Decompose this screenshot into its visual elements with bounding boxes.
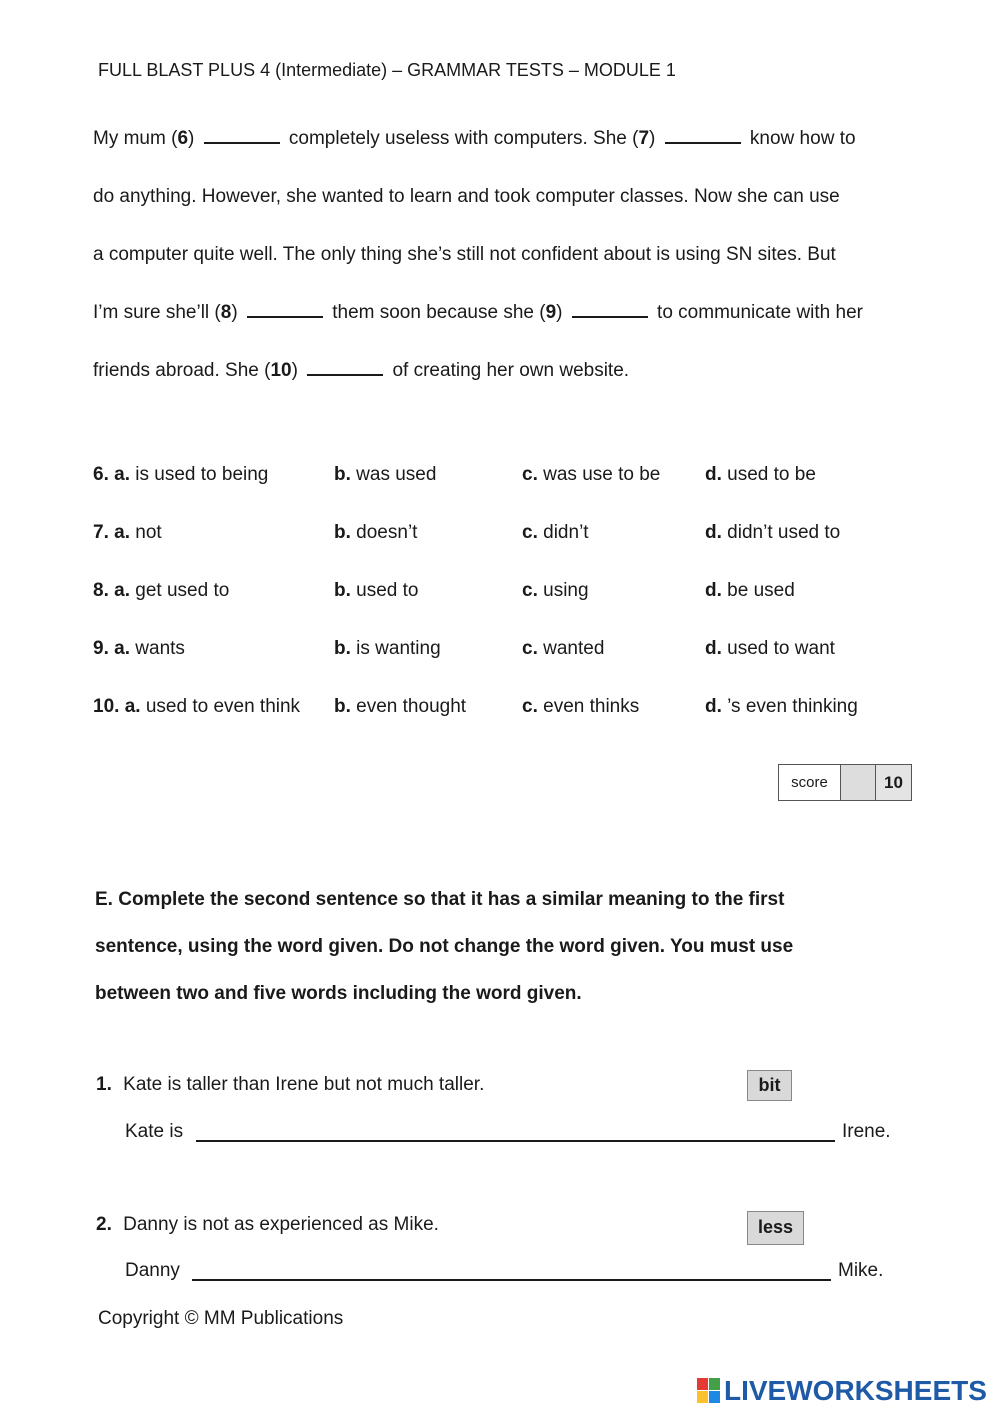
option-row-number: 10.	[93, 696, 120, 717]
section-e-instruction-1: E. Complete the second sentence so that it has a similar meaning to the first	[95, 889, 785, 910]
option-letter: a.	[114, 638, 130, 659]
option-text: using	[543, 580, 589, 601]
option-letter: d.	[705, 696, 722, 717]
option-10-d[interactable]	[705, 696, 858, 718]
option-row-number: 8.	[93, 580, 109, 601]
section-e-instruction-2: sentence, using the word given. Do not change the word given. You must use	[95, 936, 794, 957]
option-10-a[interactable]	[93, 696, 300, 718]
option-text: doesn’t	[356, 522, 418, 543]
section-e-instruction-3: between two and five words including the word given.	[95, 983, 582, 1004]
passage-line-4: I’m sure she’ll (8) them soon because she (9) to communicate with her	[93, 302, 863, 323]
option-letter: b.	[334, 464, 351, 485]
option-text: was used	[356, 464, 437, 485]
page-header: FULL BLAST PLUS 4 (Intermediate) – GRAMMAR TESTS – MODULE 1	[98, 60, 676, 80]
option-text: wants	[135, 638, 185, 659]
option-text: is wanting	[356, 638, 441, 659]
option-8-a[interactable]	[93, 580, 229, 602]
gap-number-8: 8	[220, 302, 232, 323]
option-10-b[interactable]	[334, 696, 466, 718]
option-letter: a.	[114, 580, 130, 601]
question-number: 2.	[96, 1214, 112, 1235]
gap-10-blank[interactable]	[307, 360, 383, 376]
question-sentence: Kate is taller than Irene but not much taller.	[123, 1074, 485, 1095]
option-letter: a.	[124, 696, 141, 717]
score-label: score	[779, 765, 841, 800]
option-6-c[interactable]	[522, 464, 660, 486]
option-9-b[interactable]	[334, 638, 441, 660]
answer-start: Kate is	[125, 1121, 184, 1142]
question-1	[96, 1074, 484, 1096]
option-8-c[interactable]	[522, 580, 589, 602]
option-text: even thought	[356, 696, 467, 717]
option-text: was use to be	[543, 464, 661, 485]
option-row-number: 7.	[93, 522, 109, 543]
option-text: didn’t	[543, 522, 589, 543]
option-letter: c.	[522, 638, 538, 659]
gap-number-10: 10	[270, 360, 292, 381]
answer-end: Mike.	[838, 1260, 884, 1281]
gap-7-blank[interactable]	[665, 128, 741, 144]
gap-number-7: 7	[638, 128, 650, 149]
option-letter: a.	[114, 522, 130, 543]
score-total: 10	[876, 765, 911, 800]
option-8-b[interactable]	[334, 580, 419, 602]
option-text: get used to	[135, 580, 230, 601]
option-letter: a.	[114, 464, 130, 485]
option-9-c[interactable]	[522, 638, 604, 660]
option-7-c[interactable]	[522, 522, 589, 544]
answer-line-2[interactable]	[192, 1279, 831, 1281]
option-text: not	[135, 522, 162, 543]
gap-number-9: 9	[545, 302, 557, 323]
option-row-number: 9.	[93, 638, 109, 659]
passage-line-2: do anything. However, she wanted to learn and took computer classes. Now she can use	[93, 186, 840, 207]
answer-end: Irene.	[842, 1121, 891, 1142]
copyright: Copyright © MM Publications	[98, 1308, 344, 1329]
option-letter: b.	[334, 580, 351, 601]
option-text: used to even think	[145, 696, 301, 717]
option-7-d[interactable]	[705, 522, 840, 544]
liveworksheets-logo	[697, 1375, 987, 1407]
option-row-number: 6.	[93, 464, 109, 485]
option-letter: c.	[522, 522, 538, 543]
option-9-a[interactable]	[93, 638, 185, 660]
option-letter: d.	[705, 638, 722, 659]
option-text: even thinks	[543, 696, 640, 717]
option-8-d[interactable]	[705, 580, 795, 602]
option-9-d[interactable]	[705, 638, 835, 660]
answer-line-1[interactable]	[196, 1140, 835, 1142]
gap-6-blank[interactable]	[204, 128, 280, 144]
passage-line-3: a computer quite well. The only thing she’s still not confident about is using SN sites. But	[93, 244, 836, 265]
key-word-box: bit	[747, 1070, 792, 1101]
key-word-box: less	[747, 1211, 804, 1245]
score-box	[778, 764, 912, 801]
option-7-a[interactable]	[93, 522, 162, 544]
answer-start: Danny	[125, 1260, 180, 1281]
option-text: is used to being	[135, 464, 269, 485]
option-letter: d.	[705, 464, 722, 485]
option-letter: c.	[522, 696, 538, 717]
gap-number-6: 6	[177, 128, 189, 149]
option-10-c[interactable]	[522, 696, 639, 718]
question-number: 1.	[96, 1074, 112, 1095]
option-6-a[interactable]	[93, 464, 268, 486]
option-letter: b.	[334, 638, 351, 659]
gap-8-blank[interactable]	[247, 302, 323, 318]
logo-icon	[697, 1378, 721, 1404]
option-letter: d.	[705, 522, 722, 543]
score-input[interactable]	[841, 765, 876, 800]
option-6-b[interactable]	[334, 464, 436, 486]
option-letter: d.	[705, 580, 722, 601]
option-letter: c.	[522, 580, 538, 601]
gap-9-blank[interactable]	[572, 302, 648, 318]
option-text: ’s even thinking	[727, 696, 858, 717]
option-letter: b.	[334, 696, 351, 717]
option-text: wanted	[543, 638, 605, 659]
logo-text: LIVEWORKSHEETS	[724, 1375, 987, 1406]
option-6-d[interactable]	[705, 464, 816, 486]
question-2	[96, 1214, 439, 1236]
option-letter: c.	[522, 464, 538, 485]
option-text: didn’t used to	[727, 522, 841, 543]
option-text: used to be	[727, 464, 816, 485]
passage-line-5: friends abroad. She (10) of creating her own website.	[93, 360, 630, 381]
option-text: used to want	[727, 638, 835, 659]
option-text: used to	[356, 580, 419, 601]
option-7-b[interactable]	[334, 522, 417, 544]
option-text: be used	[727, 580, 795, 601]
question-sentence: Danny is not as experienced as Mike.	[123, 1214, 439, 1235]
passage-line-1: My mum (6) completely useless with computers. She (7) know how to	[93, 128, 856, 149]
option-letter: b.	[334, 522, 351, 543]
